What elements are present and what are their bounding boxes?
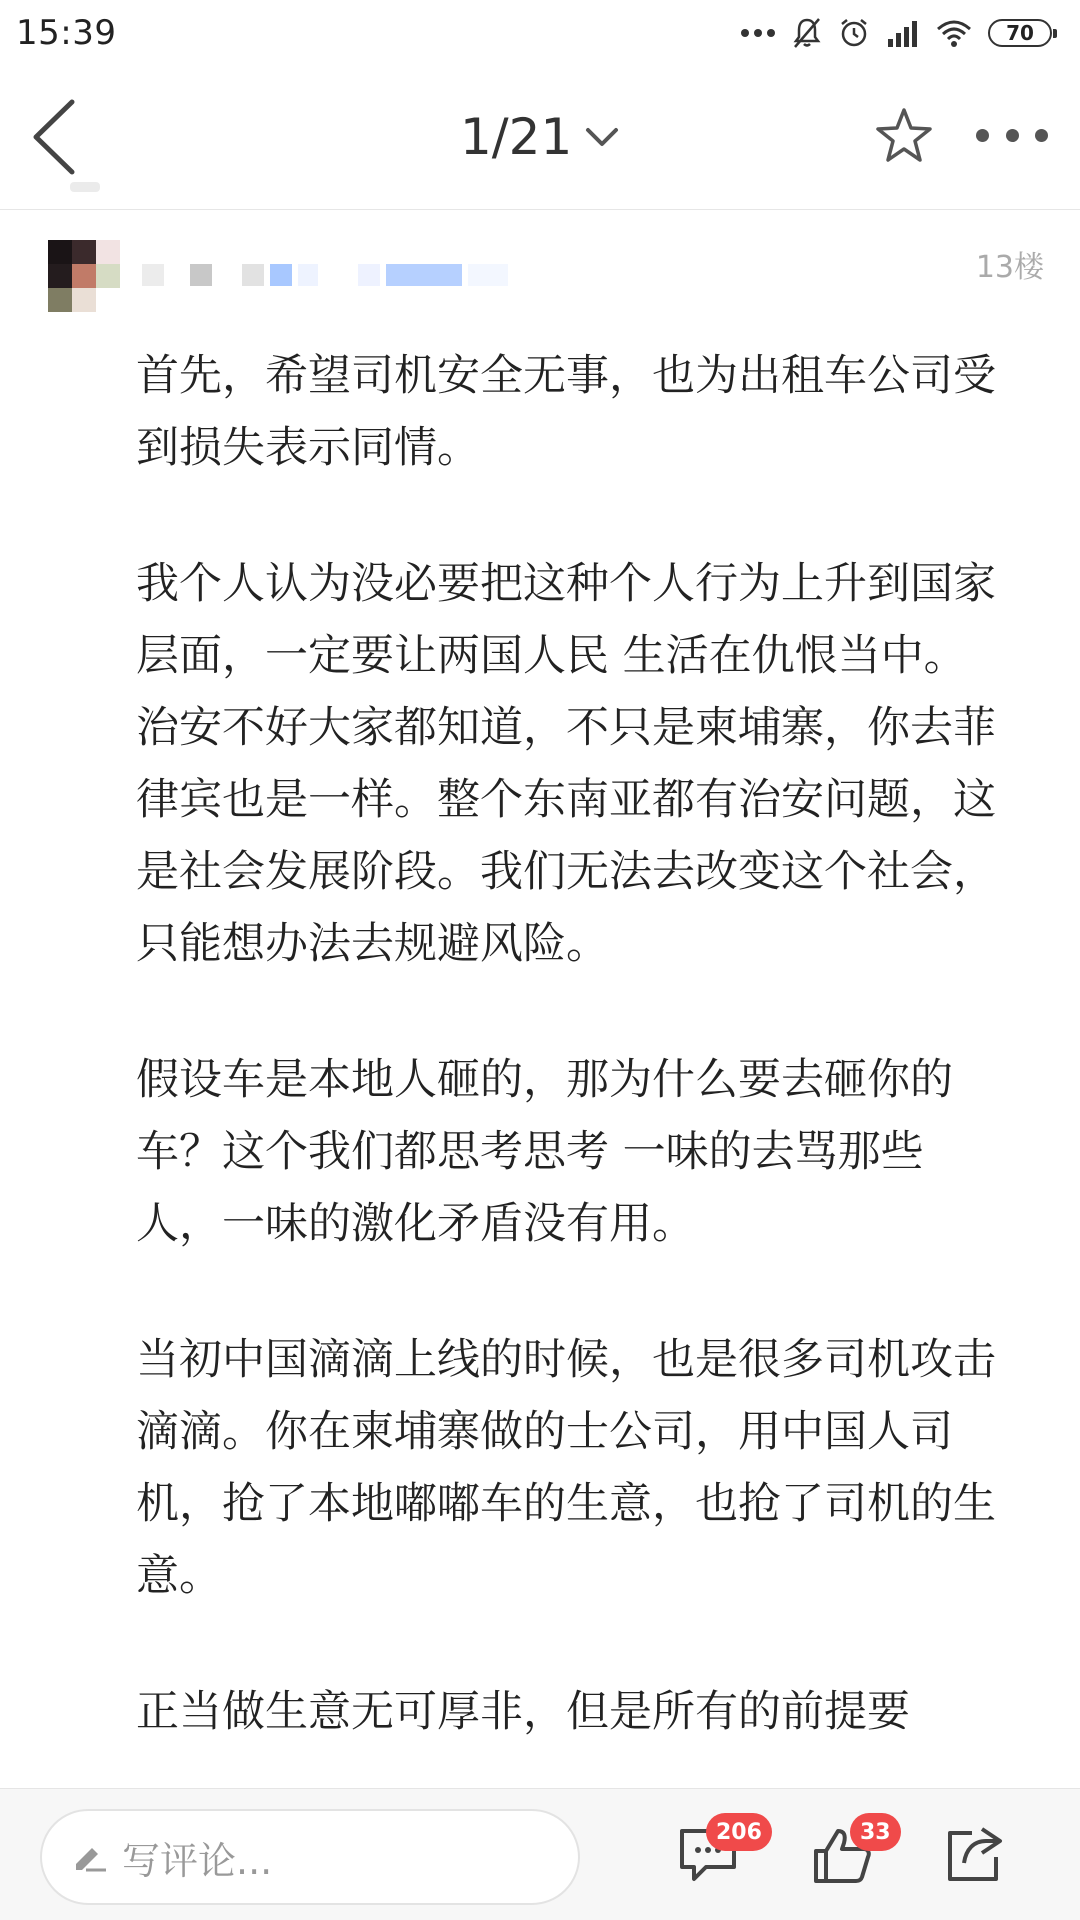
back-button[interactable] bbox=[24, 94, 94, 180]
favorite-button[interactable] bbox=[872, 104, 936, 168]
signal-icon bbox=[886, 19, 920, 47]
comment-input[interactable] bbox=[40, 1809, 580, 1905]
battery-icon: 70 bbox=[988, 19, 1052, 47]
pencil-icon bbox=[72, 1842, 108, 1872]
more-button[interactable] bbox=[976, 122, 1048, 148]
avatar[interactable] bbox=[48, 240, 120, 312]
star-icon bbox=[872, 104, 936, 168]
post-header bbox=[0, 210, 1080, 320]
floor-label: 13楼 bbox=[975, 250, 1044, 285]
comment-count-badge: 206 bbox=[706, 1813, 772, 1851]
status-time: 15:39 bbox=[16, 13, 117, 53]
chevron-down-icon bbox=[584, 125, 620, 149]
status-icons bbox=[740, 17, 1052, 49]
page-indicator[interactable] bbox=[460, 108, 620, 166]
wifi-icon bbox=[936, 18, 972, 48]
page-indicator-label: 1/21 bbox=[460, 108, 573, 166]
paragraph: 我个人认为没必要把这种个人行为上升到国家层面，一定要让两国人民 生活在仇恨当中。治安不好大家都知道，不只是柬埔寨，你去菲律宾也是一样。整个东南亚都有治安问题，这是社会发展阶段。我们无法去改变这个社会，只能想办法去规避风险。 bbox=[136, 559, 996, 969]
more-icon bbox=[976, 129, 989, 142]
comments-button[interactable] bbox=[676, 1819, 762, 1893]
paragraph: 假设车是本地人砸的，那为什么要去砸你的车？这个我们都思考思考 一味的去骂那些人，一味的激化矛盾没有用。 bbox=[136, 1055, 953, 1249]
back-icon bbox=[24, 94, 94, 180]
mute-icon bbox=[792, 17, 822, 49]
post-content bbox=[136, 340, 1006, 1812]
like-count-badge: 33 bbox=[850, 1813, 901, 1851]
divider bbox=[70, 182, 100, 192]
like-button[interactable] bbox=[810, 1819, 891, 1893]
share-icon bbox=[942, 1823, 1006, 1887]
comment-placeholder: 写评论... bbox=[122, 1838, 273, 1883]
paragraph: 当初中国滴滴上线的时候，也是很多司机攻击滴滴。你在柬埔寨做的士公司，用中国人司机，抢了本地嘟嘟车的生意，也抢了司机的生意。 bbox=[136, 1335, 996, 1601]
dots-icon bbox=[740, 28, 776, 38]
share-button[interactable] bbox=[942, 1823, 1012, 1893]
paragraph: 正当做生意无可厚非，但是所有的前提要 bbox=[136, 1687, 910, 1737]
top-nav bbox=[0, 66, 1080, 210]
alarm-icon bbox=[838, 17, 870, 49]
status-bar bbox=[0, 0, 1080, 66]
username-blurred[interactable] bbox=[142, 264, 508, 286]
paragraph: 首先，希望司机安全无事，也为出租车公司受到损失表示同情。 bbox=[136, 351, 996, 473]
bottom-bar bbox=[0, 1788, 1080, 1920]
